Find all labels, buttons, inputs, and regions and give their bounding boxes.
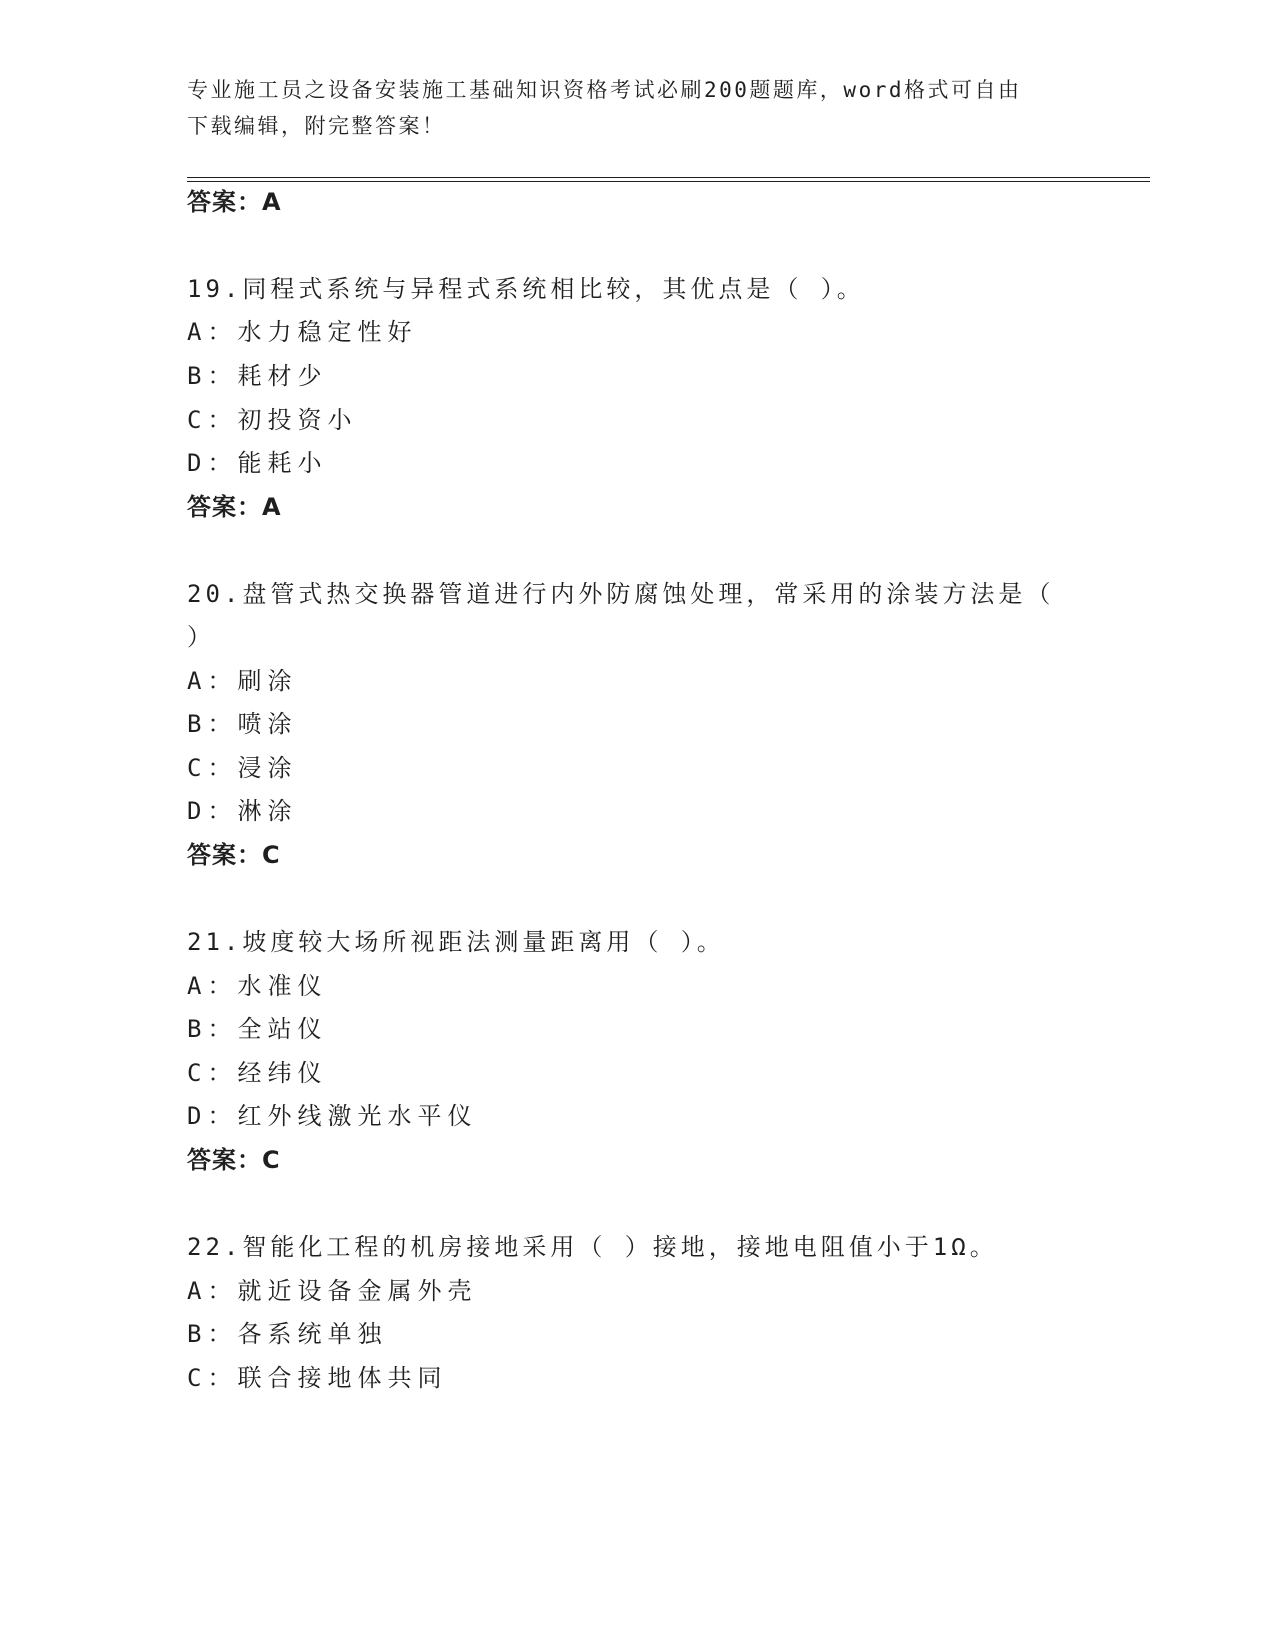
question-20-option-c: C：浸涂 xyxy=(187,754,298,782)
question-22-option-b: B：各系统单独 xyxy=(187,1320,388,1348)
answer-20: 答案：C xyxy=(187,841,281,869)
question-21-option-a: A：水准仪 xyxy=(187,972,328,1000)
document-header xyxy=(187,72,1067,144)
question-20-option-a: A：刷涂 xyxy=(187,667,298,695)
header-divider-top xyxy=(187,177,1150,178)
header-divider-bottom xyxy=(187,181,1150,182)
question-19-option-d: D：能耗小 xyxy=(187,449,328,477)
question-21-option-c: C：经纬仪 xyxy=(187,1059,328,1087)
question-19-option-b: B：耗材少 xyxy=(187,362,328,390)
question-20-stem-line-2: ） xyxy=(187,623,215,651)
header-line-2: 下载编辑，附完整答案！ xyxy=(187,114,446,138)
answer-21: 答案：C xyxy=(187,1146,281,1174)
question-20-option-b: B：喷涂 xyxy=(187,710,298,738)
answer-18: 答案：A xyxy=(187,188,282,216)
question-22-stem: 22.智能化工程的机房接地采用（ ）接地，接地电阻值小于1Ω。 xyxy=(187,1233,998,1261)
question-21-stem: 21.坡度较大场所视距法测量距离用（ ）。 xyxy=(187,928,725,956)
question-22-option-a: A：就近设备金属外壳 xyxy=(187,1277,478,1305)
question-19-option-c: C：初投资小 xyxy=(187,406,358,434)
question-21-option-d: D：红外线激光水平仪 xyxy=(187,1102,478,1130)
header-line-1: 专业施工员之设备安装施工基础知识资格考试必刷200题题库，word格式可自由 xyxy=(187,78,1022,102)
question-21-option-b: B：全站仪 xyxy=(187,1015,328,1043)
question-19-stem: 19.同程式系统与异程式系统相比较，其优点是（ ）。 xyxy=(187,275,865,303)
question-19-option-a: A：水力稳定性好 xyxy=(187,318,418,346)
question-20-stem-line-1: 20.盘管式热交换器管道进行内外防腐蚀处理，常采用的涂装方法是（ xyxy=(187,580,1055,608)
question-20-option-d: D：淋涂 xyxy=(187,797,298,825)
answer-19: 答案：A xyxy=(187,493,282,521)
question-22-option-c: C：联合接地体共同 xyxy=(187,1364,448,1392)
